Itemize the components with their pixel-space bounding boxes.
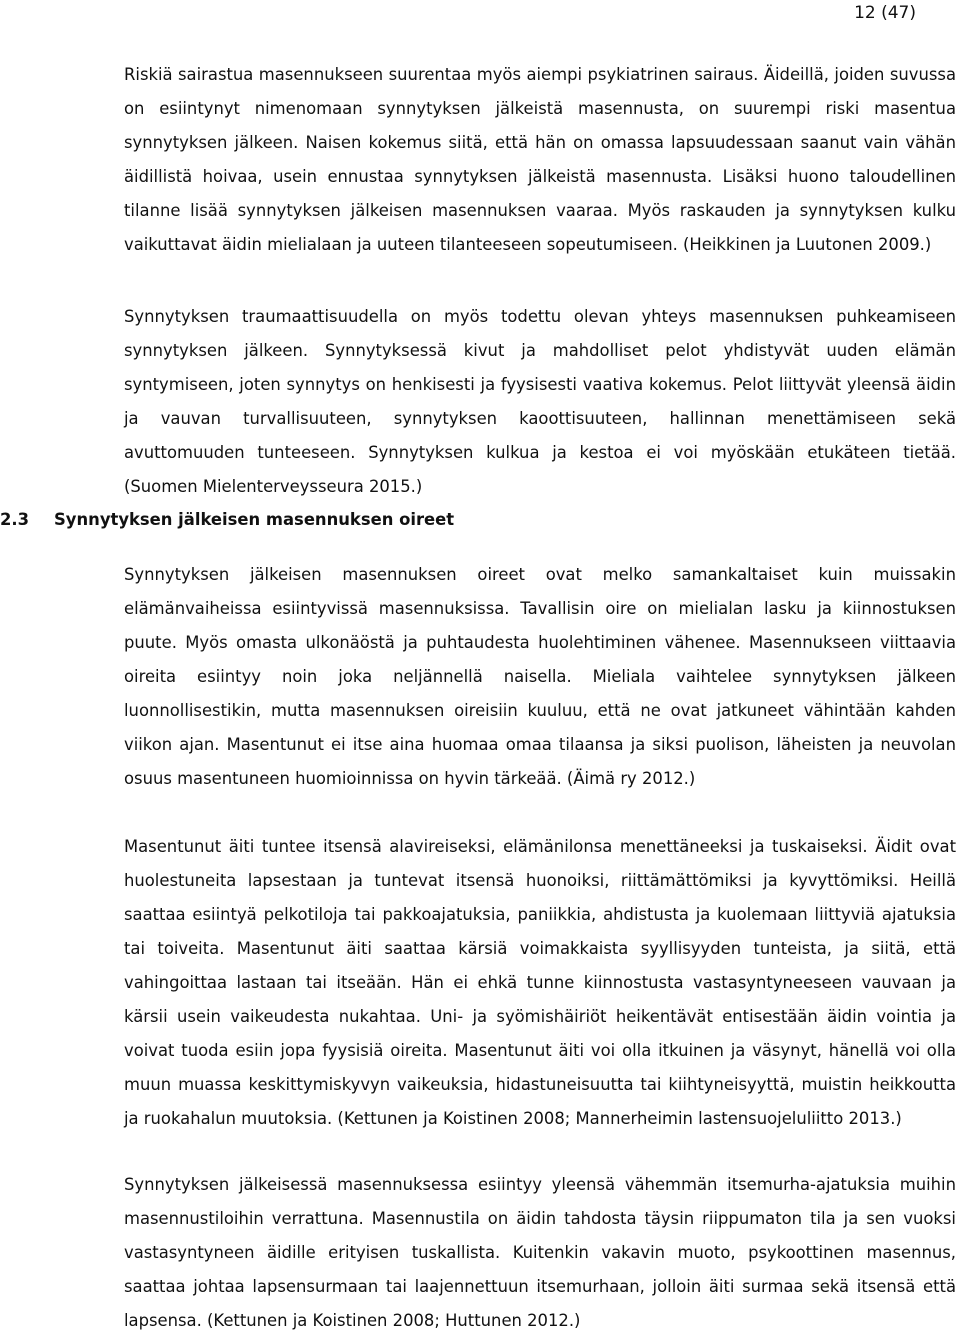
paragraph-symptoms: Synnytyksen jälkeisen masennuksen oireet ovat melko samankaltaiset kuin muissakin elämänvaiheissa esiintyvissä masennuksissa. Tavallisin oire on mielialan lasku ja kiinnostuksen puute. Myös omasta ulkonäöstä ja puhtaudesta huolehtiminen vähenee. Masennukseen viittaavia oireita esiintyy noin joka neljännellä naisella. Mieliala vaihtelee synnytyksen jälkeen luonnollisestikin, mutta masennuksen oireisiin kuuluu, että ne ovat jatkuneet vähintään kahden viikon ajan. Masentunut ei itse aina huomaa omaa tilaansa ja siksi puolison, läheisten ja neuvolan osuus masentuneen huomioinnissa on hyvin tärkeää. (Äimä ry 2012.) [124,565,956,788]
page-number: 12 (47) [854,3,916,23]
section-title: Synnytyksen jälkeisen masennuksen oireet [54,510,455,529]
paragraph-birth-trauma: Synnytyksen traumaattisuudella on myös todettu olevan yhteys masennuksen puhkeamiseen synnytyksen jälkeen. Synnytyksessä kivut ja mahdolliset pelot yhdistyvät uuden elämän syntymiseen, joten synnytys on henkisesti ja fyysisesti vaativa kokemus. Pelot liittyvät yleensä äidin ja vauvan turvallisuuteen, synnytyksen kaoottisuuteen, hallinnan menettämiseen sekä avuttomuuden tunteeseen. Synnytyksen kulkua ja kestoa ei voi myöskään etukäteen tietää. (Suomen Mielenterveysseura 2015.) [124,307,956,496]
paragraph-risk-factors: Riskiä sairastua masennukseen suurentaa myös aiempi psykiatrinen sairaus. Äideillä, joiden suvussa on esiintynyt nimenomaan synnytyksen jälkeistä masennusta, on suurempi riski masentua synnytyksen jälkeen. Naisen kokemus siitä, että hän on omassa lapsuudessaan saanut vain vähän äidillistä hoivaa, usein ennustaa synnytyksen jälkeistä masennusta. Lisäksi huono taloudellinen tilanne lisää synnytyksen jälkeisen masennuksen vaaraa. Myös raskauden ja synnytyksen kulku vaikuttavat äidin mielialaan ja uuteen tilanteeseen sopeutumiseen. (Heikkinen ja Luutonen 2009.) [124,65,956,254]
section-heading [0,507,950,533]
paragraph-mother-feelings: Masentunut äiti tuntee itsensä alavireiseksi, elämänilonsa menettäneeksi ja tuskaiseksi. Äidit ovat huolestuneita lapsestaan ja tuntevat itsensä huonoiksi, riittämättömiksi ja kyvyttömiksi. Heillä saattaa esiintyä pelkotiloja tai pakkoajatuksia, paniikkia, ahdistusta ja kuolemaan liittyviä ajatuksia tai toiveita. Masentunut äiti saattaa kärsiä voimakkaista syyllisyyden tunteista, ja siitä, että vahingoittaa lastaan tai itseään. Hän ei ehkä tunne kiinnostusta vastasyntyneeseen vauvaan ja kärsii usein vaikeudesta nukahtaa. Uni- ja syömishäiriöt heikentävät entisestään äidin vointia ja voivat tuoda esiin jopa fyysisiä oireita. Masentunut äiti voi olla itkuinen ja väsynyt, hänellä voi olla muun muassa keskittymiskyvyn vaikeuksia, hidastuneisuutta tai kiihtyneisyyttä, muistin heikkoutta ja ruokahalun muutoksia. (Kettunen ja Koistinen 2008; Mannerheimin lastensuojeluliitto 2013.) [124,837,956,1128]
section-number: 2.3 [0,510,30,529]
paragraph-suicide-risk: Synnytyksen jälkeisessä masennuksessa esiintyy yleensä vähemmän itsemurha-ajatuksia muihin masennustiloihin verrattuna. Masennustila on äidin tahdosta täysin riippumaton tila ja sen vuoksi vastasyntyneen äidille erityisen tuskallista. Kuitenkin vakavin muoto, psykoottinen masennus, saattaa johtaa lapsensurmaan tai laajennettuun itsemurhaan, jolloin äiti surmaa sekä itsensä että lapsensa. (Kettunen ja Koistinen 2008; Huttunen 2012.) [124,1175,956,1330]
